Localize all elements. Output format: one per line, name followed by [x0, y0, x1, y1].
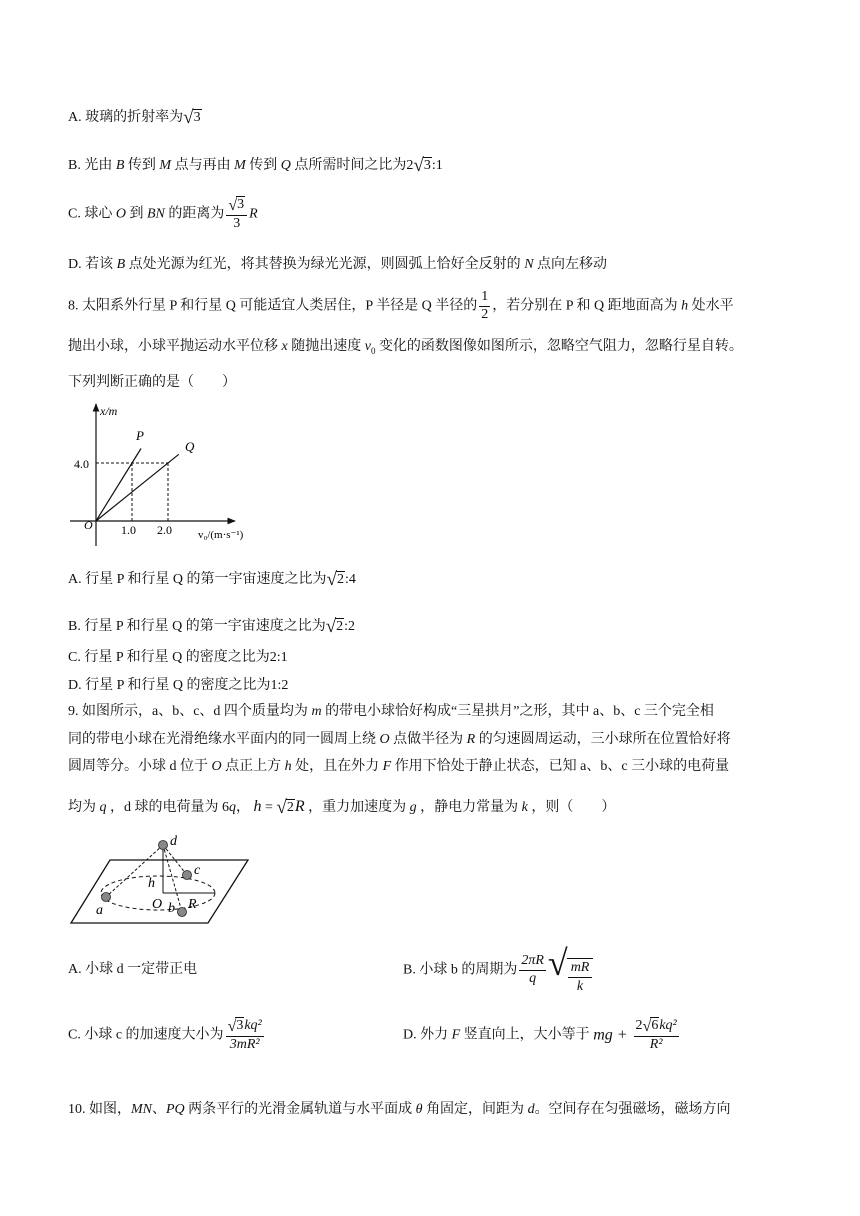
label-a: a — [96, 903, 103, 918]
q8-option-a: A. 行星 P 和行星 Q 的第一宇宙速度之比为√2:4 — [68, 569, 356, 590]
q9-option-c: C. 小球 c 的加速度大小为 $\frac{\text{√3kq²}}{\text{3mR²}}$ — [68, 1018, 262, 1053]
origin-label: O — [84, 518, 93, 532]
series-line-p — [96, 449, 141, 522]
label-d: d — [170, 834, 177, 849]
q7-option-c: C. 球心 O 到 BN 的距离为 $\frac{√3}{3}$ R — [68, 197, 258, 232]
ball-d — [159, 841, 168, 850]
q8-option-c: C. 行星 P 和行星 Q 的密度之比为2:1 — [68, 650, 288, 665]
fraction-half: $\frac{1}{2}$ — [481, 289, 489, 322]
series-line-q — [96, 454, 179, 521]
line-q-label: Q — [185, 439, 195, 454]
label-O: O — [152, 897, 163, 912]
fraction: $\frac{2\pi R}{q}$ — [521, 953, 544, 987]
q8-stem-line3: 下列判断正确的是（ ） — [68, 375, 236, 390]
q8-stem-line2: 抛出小球，小球平抛运动水平位移 x 随抛出速度 $v_0$ 变化的函数图像如图所示，忽略空气阻力，忽略行星自转。 — [68, 339, 743, 356]
q8-graph — [60, 396, 270, 548]
q7-option-a: A. 玻璃的折射率为√3 — [68, 107, 201, 128]
y-axis-label: x/m — [100, 404, 118, 418]
fraction: $\frac{\text{√3kq²}}{\text{3mR²}}$ — [227, 1018, 262, 1053]
x-tick-label-2: 2.0 — [157, 523, 172, 537]
sqrt: √2 — [325, 616, 344, 637]
q8-option-d: D. 行星 P 和行星 Q 的密度之比为1:2 — [68, 678, 289, 693]
label-h: h — [148, 876, 155, 891]
y-tick-label: 4.0 — [74, 457, 89, 471]
q9-option-d: D. 外力 F 竖直向上，大小等于 mg + $\frac{\text{2√6kq²}}{\text{R²}}$ — [403, 1018, 677, 1053]
label-b: b — [168, 901, 175, 916]
fraction: $\frac{\text{2√6kq²}}{\text{R²}}$ — [635, 1018, 677, 1053]
sqrt: √ $\frac{mR}{k}$ — [548, 945, 593, 996]
label-c: c — [194, 863, 201, 878]
ball-b — [178, 908, 187, 917]
line-p-label: P — [136, 428, 144, 443]
q9-stem-line4: 均为 q ，d 球的电荷量为 6q， h = √2R ，重力加速度为 g ，静电力常量为 k ，则（ ） — [68, 797, 616, 818]
q9-option-b: B. 小球 b 的周期为 $\frac{2\pi R}{q}$ √ $\frac{mR}{k}$ — [403, 945, 593, 996]
q9-stem-line2: 同的带电小球在光滑绝缘水平面内的同一圆周上绕 O 点做半径为 R 的匀速圆周运动，三小球所在位置恰好将 — [68, 732, 731, 747]
q8-option-b: B. 行星 P 和行星 Q 的第一宇宙速度之比为√2:2 — [68, 616, 356, 637]
sqrt: √2 — [276, 797, 294, 818]
sqrt: √2 — [326, 569, 344, 590]
q10-stem-line1: 10. 如图，MN、PQ 两条平行的光滑金属轨道与水平面成 θ 角固定，间距为 d。空间存在匀强磁场，磁场方向 — [68, 1102, 731, 1117]
sqrt: √3 — [413, 155, 431, 176]
q9-stem-line1: 9. 如图所示，a、b、c、d 四个质量均为 m 的带电小球恰好构成“三星拱月”之形，其中 a、b、c 三个完全相 — [68, 704, 714, 719]
fraction: $\frac{√3}{3}$ — [226, 196, 247, 233]
q9-stem-line3: 圆周等分。小球 d 位于 O 点正上方 h 处，且在外力 F 作用下恰处于静止状态，已知 a、b、c 三小球的电荷量 — [68, 759, 730, 774]
q7-option-d: D. 若该 B 点处光源为红光，将其替换为绿光光源，则圆弧上恰好全反射的 N 点向左移动 — [68, 257, 608, 272]
q7-option-b: B. 光由 B 传到 M 点与再由 M 传到 Q 点所需时间之比为2√3:1 — [68, 155, 443, 176]
sqrt: √3 — [183, 107, 201, 128]
label-R: R — [188, 897, 197, 912]
q9-option-a: A. 小球 d 一定带正电 — [68, 962, 198, 977]
q8-stem-line1: 8. 太阳系外行星 P 和行星 Q 可能适宜人类居住，P 半径是 Q 半径的 $\frac{1}{2}$ ，若分别在 P 和 Q 距地面高为 h 处水平 — [68, 289, 734, 322]
x-axis-label: v₀/(m·s⁻¹) — [198, 529, 244, 541]
q9-figure — [68, 830, 258, 928]
ball-a — [102, 893, 111, 902]
ball-c — [183, 871, 192, 880]
x-tick-label-1: 1.0 — [121, 523, 136, 537]
